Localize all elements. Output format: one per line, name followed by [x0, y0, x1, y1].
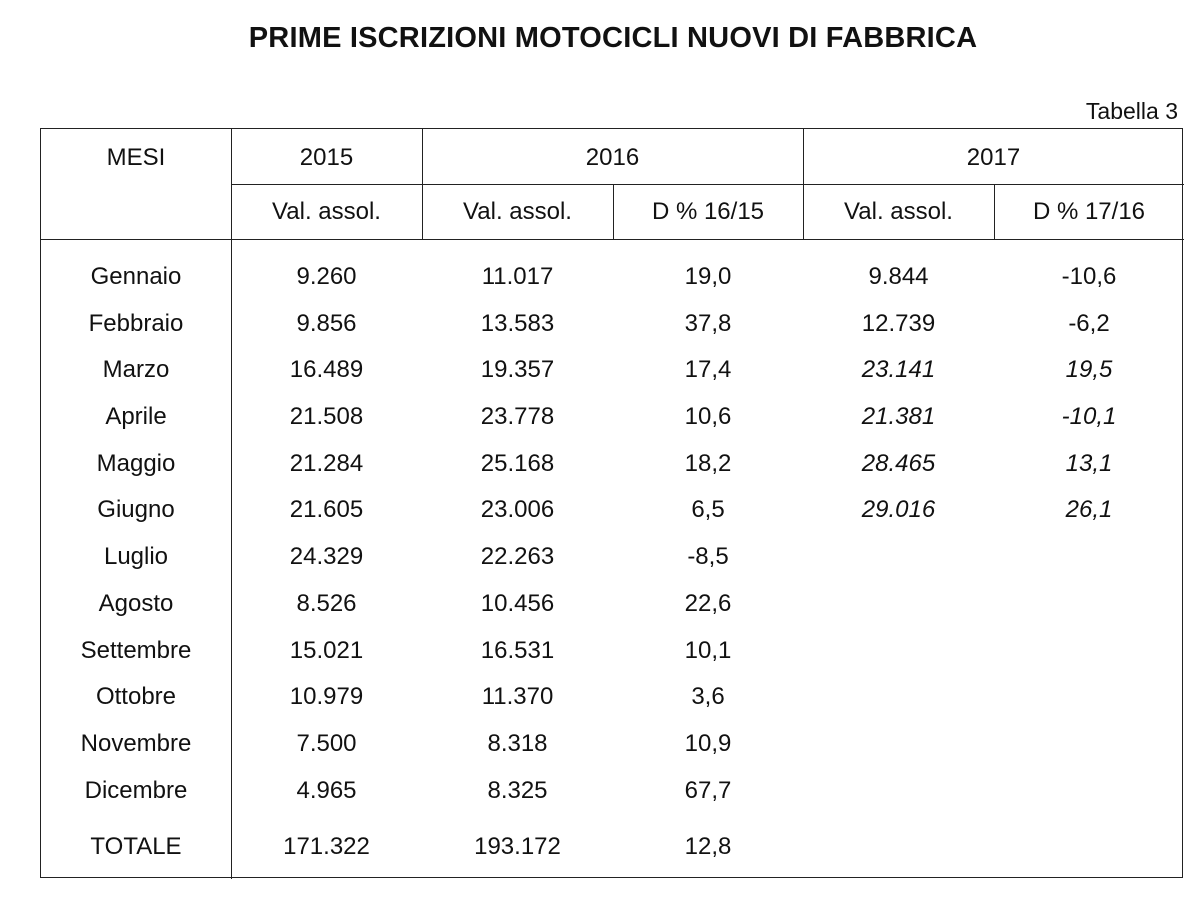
cell-delta-16-15: 18,2: [684, 450, 732, 477]
cell-value-2015: 21.605: [289, 496, 364, 523]
cell-delta-17-16: -10,1: [1061, 403, 1117, 430]
cell-value-2015: 24.329: [289, 543, 364, 570]
header-d-17-16: D % 17/16: [1032, 198, 1146, 225]
cell-value-2016: 22.263: [480, 543, 555, 570]
cell-value-2015: 16.489: [289, 356, 364, 383]
cell-month: Settembre: [80, 637, 192, 664]
header-2016: 2016: [585, 144, 640, 171]
cell-value-2017: 12.739: [861, 310, 936, 337]
cell-delta-16-15: 37,8: [684, 310, 732, 337]
cell-total-2015: 171.322: [283, 833, 370, 860]
cell-month: Gennaio: [90, 263, 182, 290]
row-divider: [231, 184, 1184, 185]
cell-month: Dicembre: [84, 777, 188, 804]
cell-value-2016: 8.318: [487, 730, 548, 757]
cell-month: Ottobre: [95, 683, 177, 710]
cell-delta-17-16: -10,6: [1061, 263, 1117, 290]
cell-month: Marzo: [102, 356, 170, 383]
cell-value-2016: 23.006: [480, 496, 555, 523]
cell-value-2015: 8.526: [296, 590, 357, 617]
cell-value-2015: 15.021: [289, 637, 364, 664]
header-mesi: MESI: [106, 144, 166, 171]
cell-delta-16-15: 3,6: [691, 683, 725, 710]
registrations-table: [40, 128, 1183, 878]
cell-value-2016: 11.017: [481, 263, 554, 290]
cell-month: Luglio: [103, 543, 169, 570]
cell-delta-17-16: 19,5: [1065, 356, 1113, 383]
cell-value-2017: 23.141: [861, 356, 936, 383]
cell-total-label: TOTALE: [90, 833, 182, 860]
cell-value-2016: 23.778: [480, 403, 555, 430]
cell-delta-17-16: -6,2: [1068, 310, 1110, 337]
cell-month: Febbraio: [88, 310, 184, 337]
cell-value-2017: 21.381: [861, 403, 936, 430]
cell-value-2016: 13.583: [480, 310, 555, 337]
cell-month: Giugno: [97, 496, 175, 523]
cell-value-2015: 7.500: [296, 730, 357, 757]
header-val-assol-2015: Val. assol.: [272, 198, 381, 225]
cell-delta-16-15: 10,1: [684, 637, 732, 664]
page-title: PRIME ISCRIZIONI MOTOCICLI NUOVI DI FABBRICA: [248, 22, 978, 54]
cell-total-delta-16-15: 12,8: [684, 833, 732, 860]
cell-value-2017: 28.465: [861, 450, 936, 477]
cell-delta-16-15: 67,7: [684, 777, 732, 804]
cell-value-2015: 21.508: [289, 403, 364, 430]
cell-value-2016: 10.456: [480, 590, 555, 617]
cell-value-2016: 8.325: [487, 777, 548, 804]
cell-month: Novembre: [80, 730, 192, 757]
cell-month: Maggio: [96, 450, 176, 477]
header-val-assol-2016: Val. assol.: [463, 198, 572, 225]
cell-value-2016: 11.370: [481, 683, 554, 710]
header-2017: 2017: [966, 144, 1021, 171]
cell-delta-16-15: 10,9: [684, 730, 732, 757]
cell-value-2015: 4.965: [296, 777, 357, 804]
row-divider: [41, 239, 1184, 240]
cell-value-2015: 9.260: [296, 263, 357, 290]
cell-value-2016: 25.168: [480, 450, 555, 477]
cell-month: Aprile: [105, 403, 167, 430]
cell-delta-16-15: 6,5: [691, 496, 725, 523]
header-val-assol-2017: Val. assol.: [844, 198, 953, 225]
cell-value-2017: 9.844: [868, 263, 929, 290]
cell-value-2017: 29.016: [861, 496, 936, 523]
cell-value-2016: 16.531: [480, 637, 555, 664]
cell-delta-17-16: 13,1: [1065, 450, 1113, 477]
header-2015: 2015: [299, 144, 354, 171]
cell-value-2015: 9.856: [296, 310, 357, 337]
cell-month: Agosto: [98, 590, 174, 617]
cell-value-2015: 10.979: [289, 683, 364, 710]
cell-value-2016: 19.357: [480, 356, 555, 383]
cell-delta-16-15: -8,5: [687, 543, 729, 570]
cell-delta-16-15: 17,4: [684, 356, 732, 383]
cell-delta-16-15: 22,6: [684, 590, 732, 617]
cell-total-2016: 193.172: [474, 833, 561, 860]
cell-delta-16-15: 10,6: [684, 403, 732, 430]
header-d-16-15: D % 16/15: [651, 198, 765, 225]
cell-delta-17-16: 26,1: [1065, 496, 1113, 523]
cell-value-2015: 21.284: [289, 450, 364, 477]
cell-delta-16-15: 19,0: [684, 263, 732, 290]
table-number-label: Tabella 3: [1085, 98, 1178, 124]
